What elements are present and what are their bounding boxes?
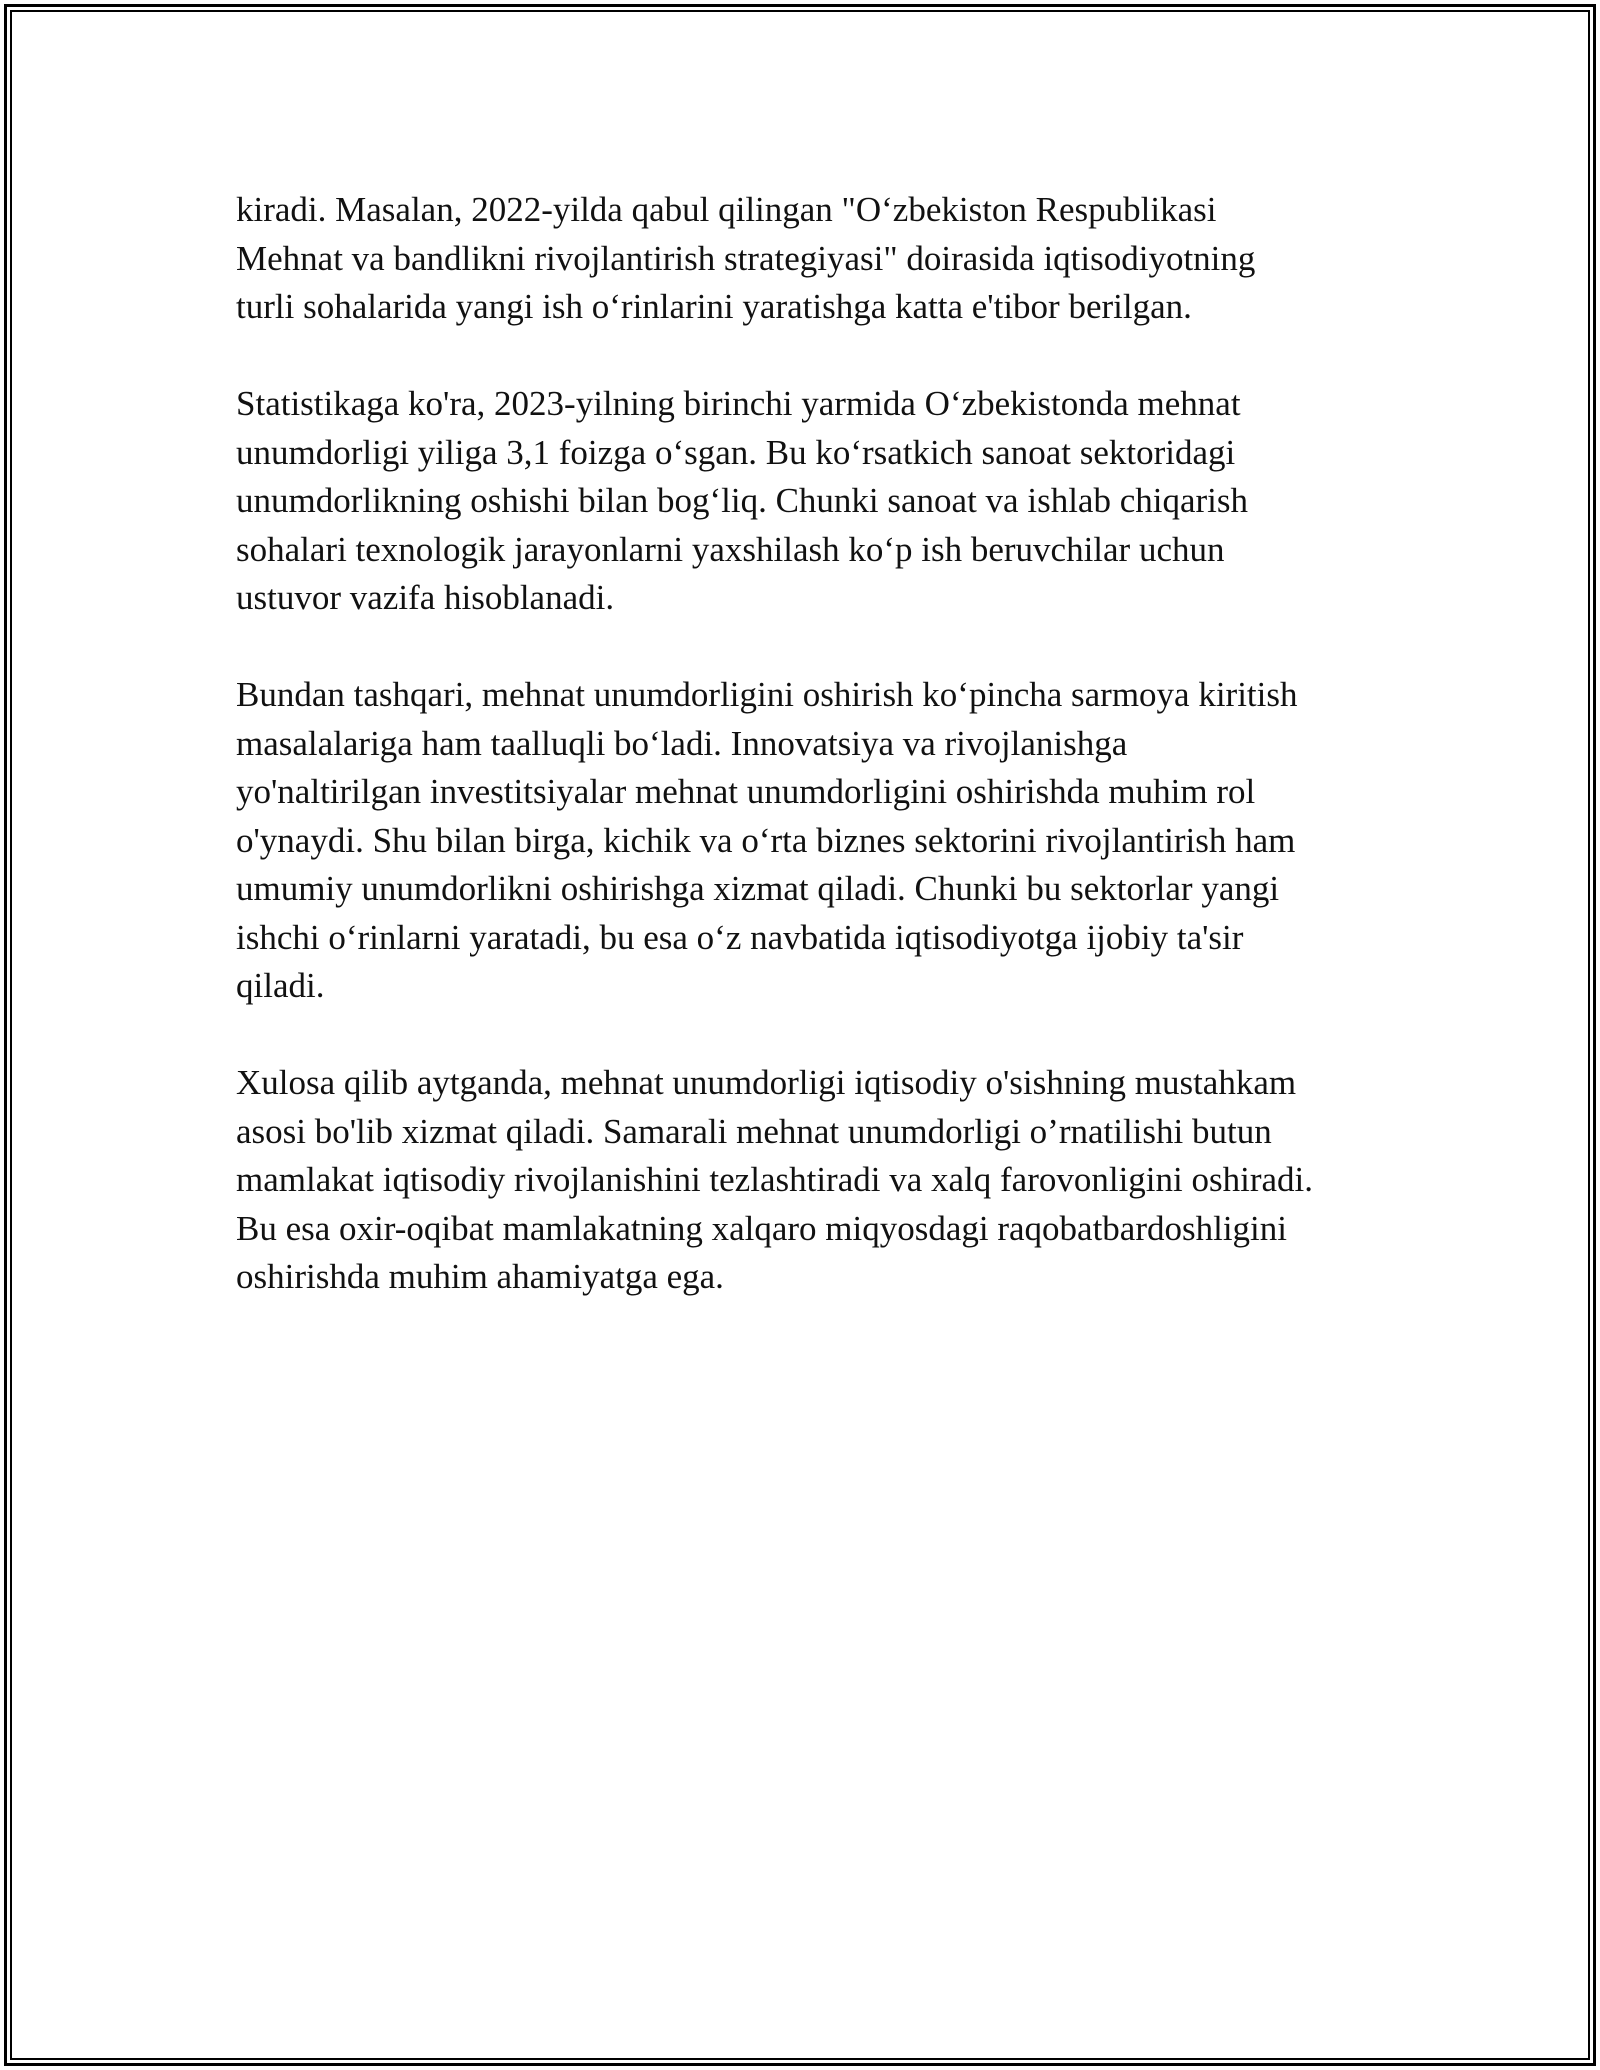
- document-body: [236, 186, 1366, 1350]
- paragraph-3: Bundan tashqari, mehnat unumdorligini oshirish ko‘pincha sarmoya kiritish masalalariga ham taalluqli bo‘ladi. Innovatsiya va rivojlanishga yo'naltirilgan investitsiyalar mehnat unumdorligini oshirishda muhim rol o'ynaydi. Shu bilan birga, kichik va o‘rta biznes sektorini rivojlantirish ham umumiy unumdorlikni oshirishga xizmat qiladi. Chunki bu sektorlar yangi ishchi o‘rinlarni yaratadi, bu esa o‘z navbatida iqtisodiyotga ijobiy ta'sir qiladi.: [236, 675, 1298, 1005]
- paragraph-4: Xulosa qilib aytganda, mehnat unumdorligi iqtisodiy o'sishning mustahkam asosi bo'lib xizmat qiladi. Samarali mehnat unumdorligi o’rnatilishi butun mamlakat iqtisodiy rivojlanishini tezlashtiradi va xalq farovonligini oshiradi. Bu esa oxir-oqibat mamlakatning xalqaro miqyosdagi raqobatbardoshligini oshirishda muhim ahamiyatga ega.: [236, 1063, 1314, 1296]
- paragraph-2: Statistikaga ko'ra, 2023-yilning birinchi yarmida O‘zbekistonda mehnat unumdorligi yiliga 3,1 foizga o‘sgan. Bu ko‘rsatkich sanoat sektoridagi unumdorlikning oshishi bilan bog‘liq. Chunki sanoat va ishlab chiqarish sohalari texnologik jarayonlarni yaxshilash ko‘p ish beruvchilar uchun ustuvor vazifa hisoblanadi.: [236, 384, 1248, 617]
- paragraph-1: kiradi. Masalan, 2022-yilda qabul qilingan "O‘zbekiston Respublikasi Mehnat va bandlikni rivojlantirish strategiyasi" doirasida iqtisodiyotning turli sohalarida yangi ish o‘rinlarini yaratishga katta e'tibor berilgan.: [236, 190, 1256, 326]
